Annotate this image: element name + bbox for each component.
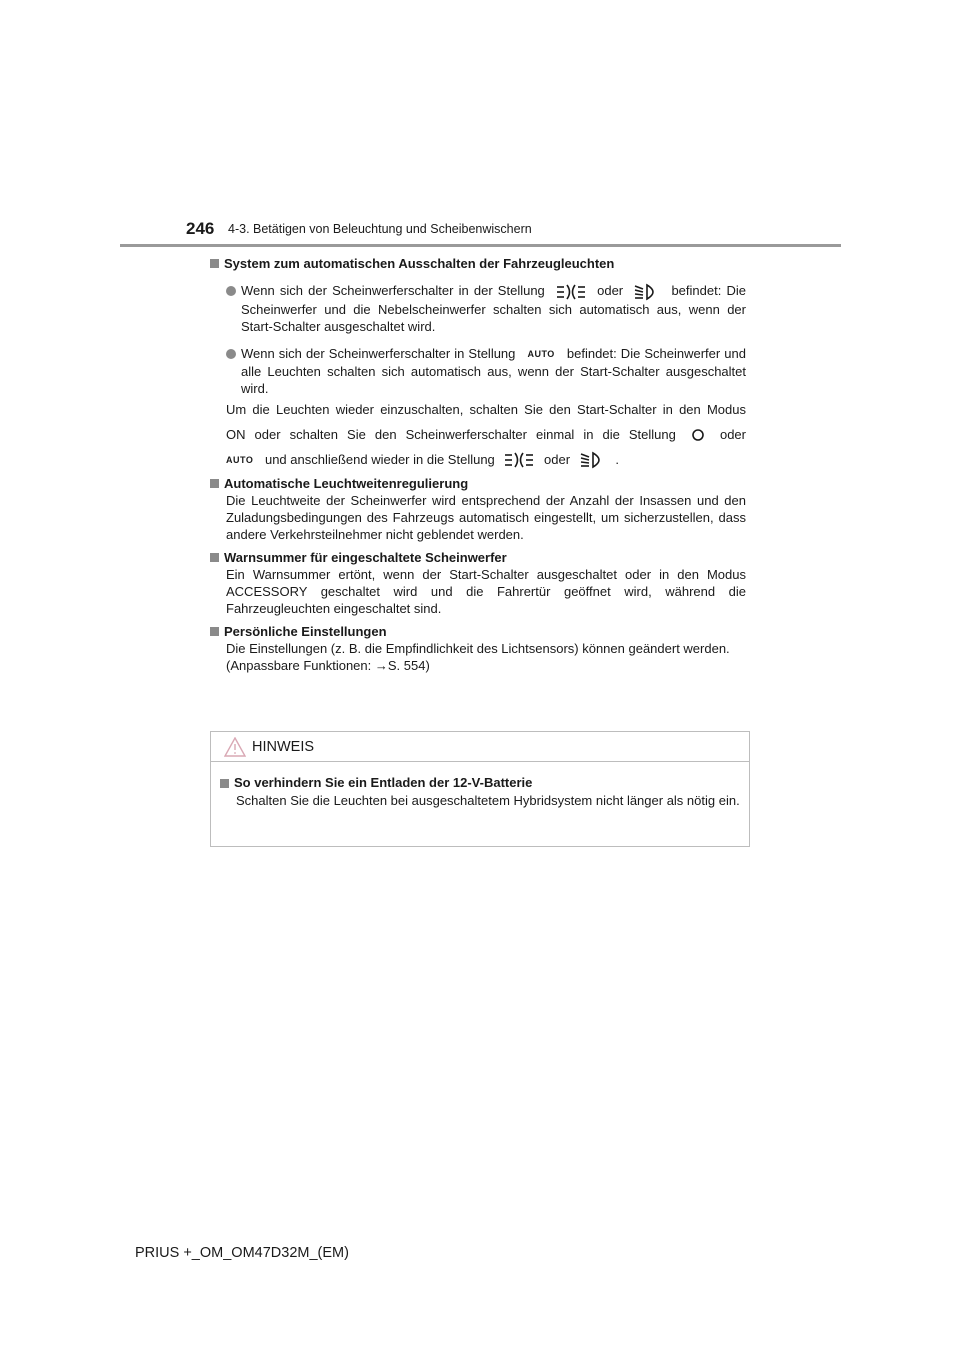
square-bullet-icon: [210, 627, 219, 636]
notice-body: [211, 762, 749, 810]
paragraph-line: [226, 426, 746, 443]
section-heading: [210, 475, 746, 492]
section-heading: [210, 549, 746, 566]
or-text: oder: [719, 426, 746, 442]
period-text: .: [615, 451, 619, 467]
square-bullet-icon: [210, 259, 219, 268]
square-bullet-icon: [220, 779, 229, 788]
notice-heading: [220, 774, 741, 792]
low-beam-icon: [634, 283, 660, 301]
round-bullet-icon: [226, 286, 236, 296]
bullet-item: [226, 282, 746, 335]
main-content: [210, 255, 746, 680]
auto-label: AUTO: [527, 348, 555, 359]
heading-text: So verhindern Sie ein Entladen der 12-V-Batterie: [234, 775, 533, 790]
bullet-item: [226, 345, 746, 397]
auto-label: AUTO: [226, 454, 254, 465]
heading-text: Warnsummer für eingeschaltete Scheinwerfer: [224, 550, 507, 566]
section-body: Die Einstellungen (z. B. die Empfindlichkeit des Lichtsensors) können geändert werden.: [226, 641, 730, 657]
chapter-title: 4-3. Betätigen von Beleuchtung und Scheibenwischern: [228, 222, 532, 236]
paragraph-text: und anschließend wieder in die Stellung: [264, 451, 495, 467]
footer-code: PRIUS +_OM_OM47D32M_(EM): [135, 1245, 349, 1261]
cross-reference: (Anpassbare Funktionen: →S. 554): [226, 658, 430, 674]
bullet-text: Wenn sich der Scheinwerferschalter in der Stellung: [241, 283, 545, 298]
notice-box: [210, 731, 750, 847]
paragraph-line: Um die Leuchten wieder einzuschalten, schalten Sie den Start-Schalter in den Modus: [226, 401, 746, 417]
heading-text: Persönliche Einstellungen: [224, 624, 387, 640]
parking-light-icon: [556, 283, 586, 301]
square-bullet-icon: [210, 553, 219, 562]
notice-text: Schalten Sie die Leuchten bei ausgeschaltetem Hybridsystem nicht länger als nötig ein.: [236, 793, 740, 808]
page-number: 246: [186, 219, 215, 238]
section-auto-off: [210, 255, 746, 469]
paragraph-line: [226, 451, 746, 470]
heading-text: System zum automatischen Ausschalten der Fahrzeugleuchten: [224, 256, 615, 271]
off-position-icon: [691, 428, 705, 442]
square-bullet-icon: [210, 479, 219, 488]
section-body: Die Leuchtweite der Scheinwerfer wird entsprechend der Anzahl der Insassen und den Zuladungsbedingungen des Fahrzeugs automatisch eingestellt, um sicherzustellen, dass andere Verkehrsteilnehmer nicht geblendet werden.: [226, 493, 746, 543]
bullet-text: Wenn sich der Scheinwerferschalter in Stellung: [241, 345, 516, 361]
heading-text: Automatische Leuchtweitenregulierung: [224, 476, 469, 492]
paragraph: [226, 401, 746, 470]
or-text: oder: [597, 283, 624, 298]
round-bullet-icon: [226, 349, 236, 359]
bullet-text: befindet: Die Scheinwerfer und die Nebelscheinwerfer schalten sich automatisch aus, wenn der Start-Schalter ausgeschaltet wird.: [241, 283, 746, 334]
parking-light-icon: [504, 451, 534, 469]
paragraph-text: ON oder schalten Sie den Scheinwerferschalter einmal in die Stellung: [226, 426, 676, 442]
section-body: Ein Warnsummer ertönt, wenn der Start-Schalter ausgeschaltet oder in den Modus ACCESSORY geschaltet wird und die Fahrertür geöffnet wird, während die Fahrzeugleuchten eingeschaltet sind.: [226, 567, 746, 617]
section-heading: [210, 255, 746, 272]
warning-triangle-icon: [224, 737, 246, 757]
section-leveling: [210, 475, 746, 543]
bullet-text: befindet: Die Scheinwerfer und alle Leuchten schalten sich automatisch aus, wenn der Start-Schalter ausgeschaltet wird.: [241, 345, 746, 396]
section-personal: [210, 623, 746, 674]
section-heading: [210, 623, 746, 640]
or-text: oder: [544, 451, 571, 467]
section-buzzer: [210, 549, 746, 617]
header-rule: [120, 244, 841, 247]
low-beam-icon: [580, 451, 606, 469]
notice-title: HINWEIS: [252, 738, 315, 755]
notice-header: [211, 732, 749, 762]
